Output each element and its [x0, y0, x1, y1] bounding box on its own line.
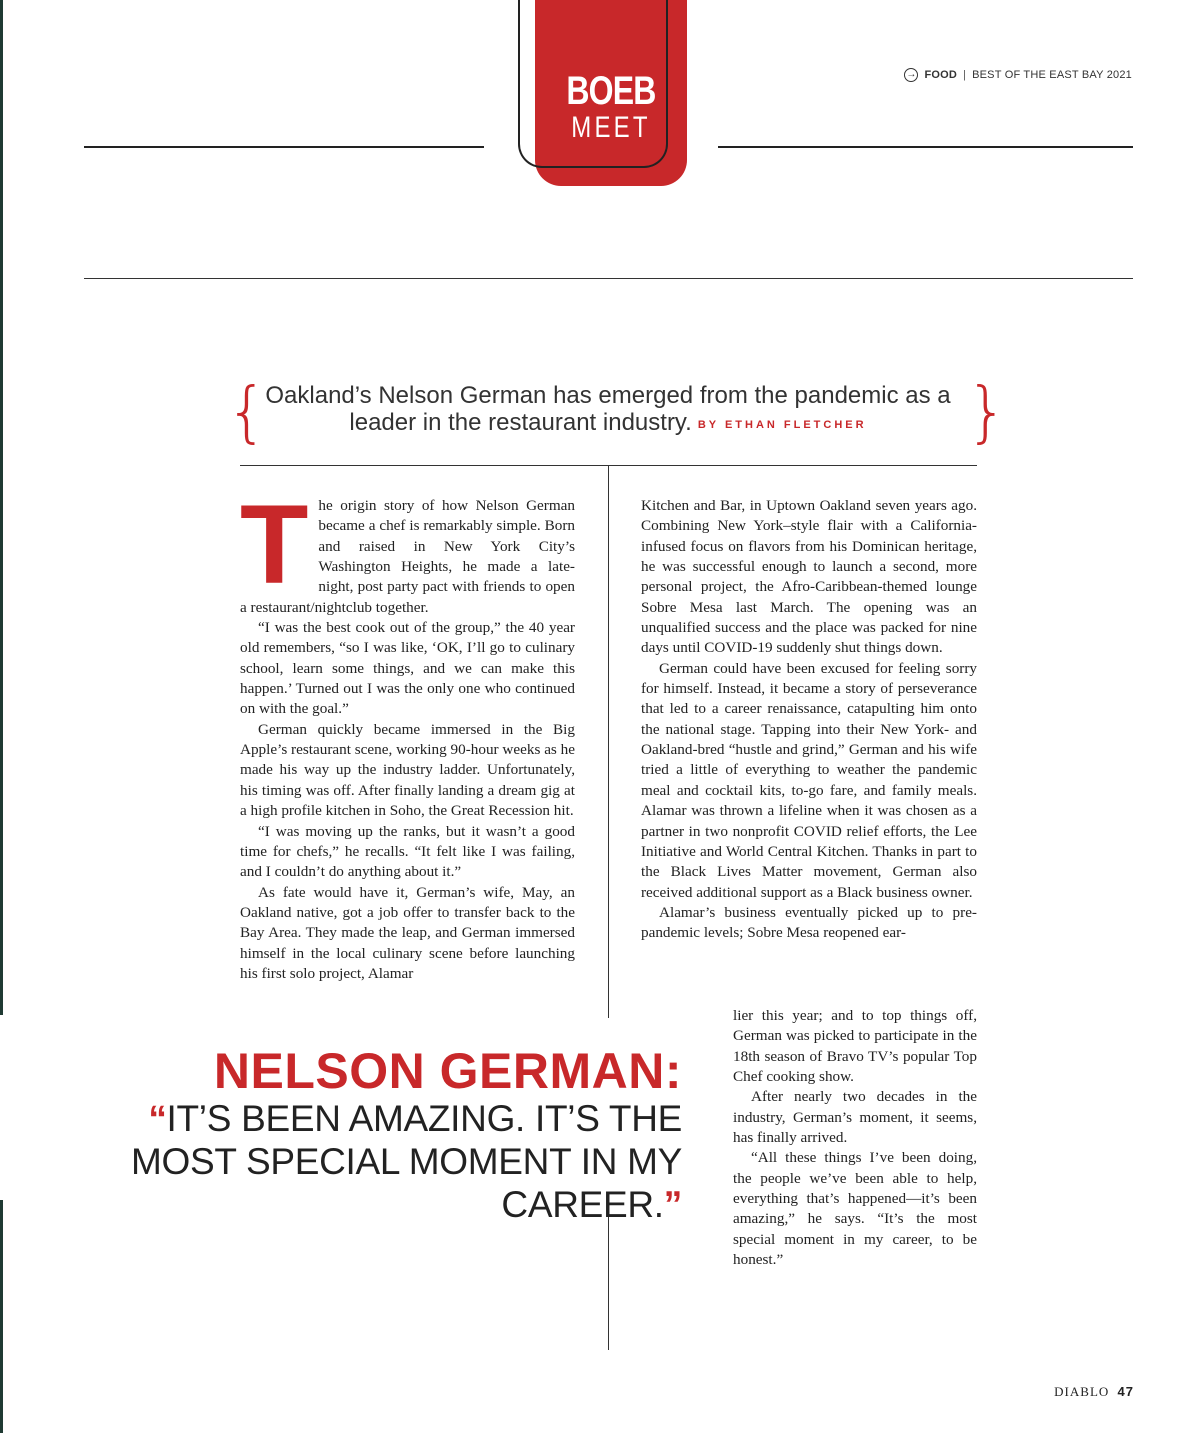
- page-edge-strip-lower: [0, 1200, 3, 1433]
- pull-quote-text: [60, 1097, 682, 1226]
- open-quote-mark: “: [148, 1098, 167, 1139]
- byline: BY ETHAN FLETCHER: [697, 419, 867, 431]
- tab-label-boeb: BOEB: [566, 69, 656, 113]
- close-quote-mark: ”: [663, 1184, 682, 1225]
- paragraph: Alamar’s business eventually picked up to pre-pandemic levels; Sobre Mesa reopened ear-: [641, 903, 977, 942]
- folio: [1054, 1384, 1134, 1400]
- pull-quote-name: NELSON GERMAN:: [213, 1043, 682, 1099]
- paragraph: German could have been excused for feeling sorry for himself. Instead, it became a story of perseverance that led to a career renaissance, catapulting him onto the national stage. Tapping into their New York- and Oakland-bred “hustle and grind,” German and his wife tried a little of everything to weather the pandemic meal and cocktail kits, to-go fare, and family meals. Alamar was thrown a lifeline when it was chosen as a partner in two nonprofit COVID relief efforts, the Lee Initiative and World Central Kitchen. Thanks in part to the Black Lives Matter movement, German also received additional support as a Black business owner.: [641, 659, 977, 901]
- pull-quote-body: IT’S BEEN AMAZING. IT’S THE MOST SPECIAL MOMENT IN MY CAREER.: [130, 1098, 682, 1225]
- header-rule-left: [84, 146, 484, 148]
- paragraph: lier this year; and to top things off, German was picked to participate in the 18th season of Bravo TV’s popular Top Chef cooking show.: [733, 1007, 977, 1086]
- folio-publication: DIABLO: [1054, 1384, 1110, 1399]
- paragraph: “All these things I’ve been doing, the people we’ve been able to help, everything that’s happened—it’s been amazing,” he says. “It’s the most special moment in my career, to be honest.”: [733, 1149, 977, 1269]
- running-head-issue: BEST OF THE EAST BAY 2021: [972, 69, 1132, 81]
- running-head-separator: |: [963, 69, 967, 81]
- article-column-1: [240, 482, 575, 984]
- paragraph: [240, 482, 575, 618]
- page-edge-strip: [0, 0, 3, 1015]
- paragraph: German quickly became immersed in the Big Apple’s restaurant scene, working 90-hour weeks as he made his way up the industry ladder. Unfortunately, his timing was off. After finally landing a dream gig at a high profile kitchen in Soho, the Great Recession hit.: [240, 720, 575, 820]
- paragraph: “I was the best cook out of the group,” the 40 year old remembers, “so I was like, ‘OK, I’ll go to culinary school, learn some things, and we can make this happen.’ Turned out I was the only one who continued on with the goal.”: [240, 619, 575, 718]
- article-column-2: [641, 496, 977, 944]
- paragraph: Kitchen and Bar, in Uptown Oakland seven years ago. Combining New York–style flair with a California-infused focus on flavors from his Dominican heritage, he was successful enough to launch a second, more personal project, the Afro-Caribbean-themed lounge Sobre Mesa last March. The opening was an unqualified success and the place was packed for nine days until COVID-19 suddenly shut things down.: [641, 497, 977, 657]
- deck-text: Oakland’s Nelson German has emerged from the pandemic as a leader in the restaurant industry.: [265, 382, 951, 436]
- header-rule-full: [84, 278, 1133, 279]
- brace-left-icon: {: [226, 373, 268, 450]
- paragraph: As fate would have it, German’s wife, May, an Oakland native, got a job offer to transfer back to the Bay Area. They made the leap, and German immersed himself in the local culinary scene before launching his first solo project, Alamar: [240, 883, 575, 982]
- article-deck: [250, 382, 966, 439]
- paragraph: “I was moving up the ranks, but it wasn’t a good time for chefs,” he recalls. “It felt like I was failing, and I couldn’t do anything about it.”: [240, 822, 575, 881]
- drop-cap: T: [240, 482, 309, 607]
- running-head-section: FOOD: [924, 69, 958, 81]
- running-head: [904, 66, 1132, 84]
- pull-quote: [60, 1045, 682, 1226]
- brace-right-icon: }: [966, 373, 1008, 450]
- arrow-circle-icon: →: [906, 69, 917, 80]
- section-tab-label: [535, 70, 687, 144]
- tab-label-meet: MEET: [571, 111, 651, 144]
- paragraph: After nearly two decades in the industry, German’s moment, it seems, has finally arrived.: [733, 1088, 977, 1147]
- article-column-3: [733, 1006, 977, 1270]
- header-rule-right: [718, 146, 1133, 148]
- column-rule: [608, 466, 609, 1018]
- folio-page-number: 47: [1117, 1384, 1134, 1399]
- paragraph-text: he origin story of how Nelson German became a chef is remarkably simple. Born and raised in New York City’s Washington Heights, he made a late-night, post party pact with friends to open a restaurant/nightclub together.: [240, 497, 575, 616]
